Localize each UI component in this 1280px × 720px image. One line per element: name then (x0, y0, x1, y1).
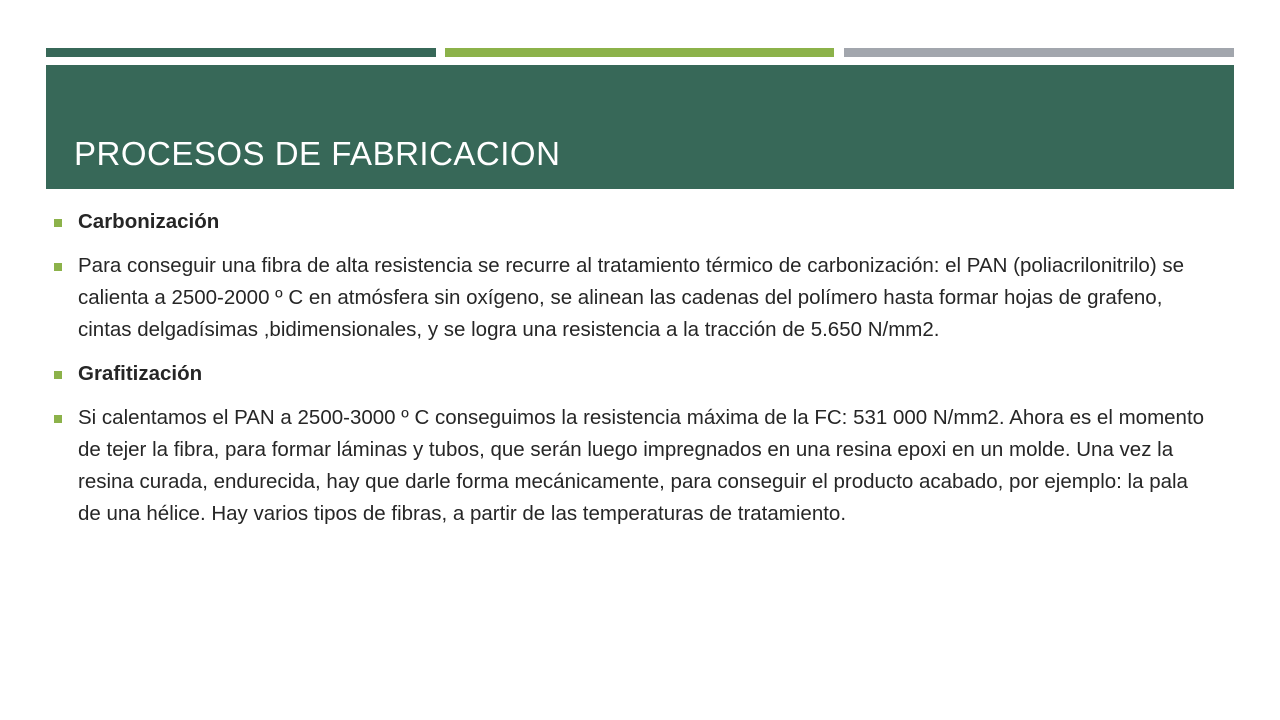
square-bullet-icon (54, 219, 62, 227)
bullet-text: Grafitización (78, 362, 203, 385)
bullet-item-carbonizacion-body (52, 250, 1212, 346)
square-bullet-icon (54, 263, 62, 271)
bullet-list (52, 206, 1212, 542)
accent-stripe-dark-green (46, 48, 436, 57)
square-bullet-icon (54, 371, 62, 379)
title-band (46, 65, 1234, 189)
bullet-text: Para conseguir una fibra de alta resistencia se recurre al tratamiento térmico de carbonización: el PAN (poliacrilonitrilo) se calienta a 2500-2000 º C en atmósfera sin oxígeno, se alinean las cadenas del polímero hasta formar hojas de grafeno, cintas delgadísimas ,bidimensionales, y se logra una resistencia a la tracción de 5.650 N/mm2. (78, 254, 1184, 341)
bullet-text: Si calentamos el PAN a 2500-3000 º C conseguimos la resistencia máxima de la FC: 531 000 N/mm2. Ahora es el momento de tejer la fibra, para formar láminas y tubos, que serán luego impregnados en una resina epoxi en un molde. Una vez la resina curada, endurecida, hay que darle forma mecánicamente, para conseguir el producto acabado, por ejemplo: la pala de una hélice. Hay varios tipos de fibras, a partir de las temperaturas de tratamiento. (78, 406, 1205, 525)
accent-stripe-gray (844, 48, 1234, 57)
square-bullet-icon (54, 415, 62, 423)
accent-stripe-light-green (445, 48, 834, 57)
slide-title: PROCESOS DE FABRICACION (74, 135, 561, 172)
bullet-text: Carbonización (78, 210, 220, 233)
bullet-item-grafitizacion-body (52, 402, 1212, 530)
bullet-item-grafitizacion-heading (52, 358, 1212, 390)
bullet-item-carbonizacion-heading (52, 206, 1212, 238)
